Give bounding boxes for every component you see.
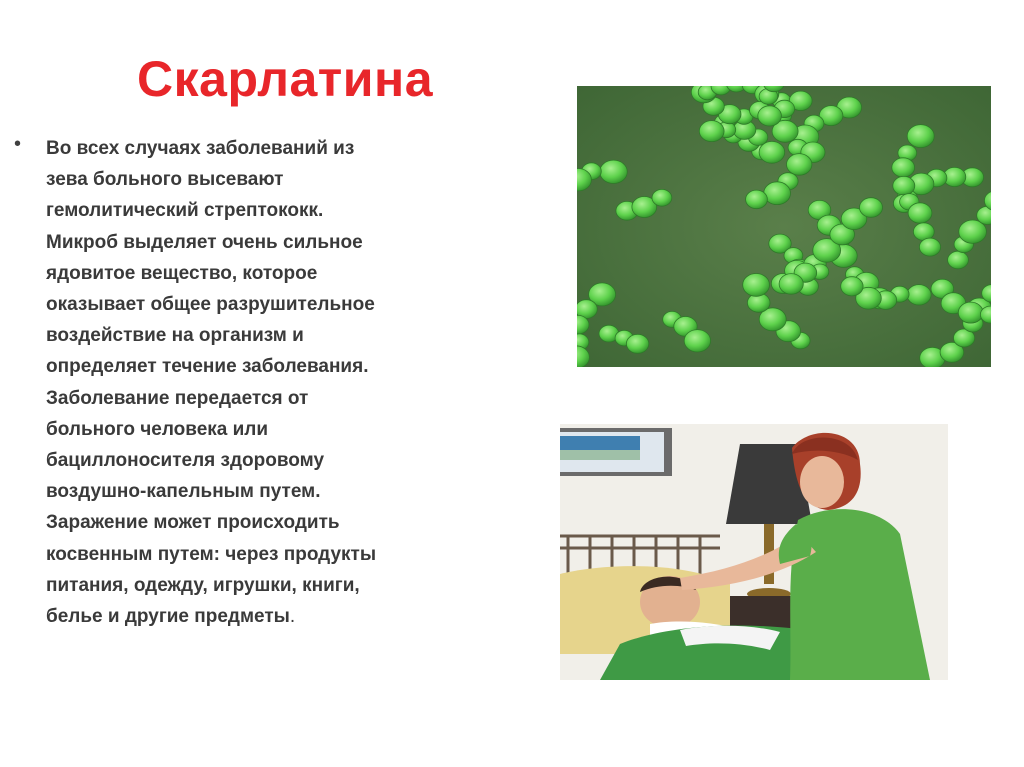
body-line: белье и другие предметы [46, 606, 290, 628]
body-line: ядовитое вещество, которое [46, 262, 318, 284]
bullet-marker: • [14, 133, 22, 155]
bacterium-cell [860, 198, 883, 218]
body-line: оказывает общее разрушительное [46, 294, 375, 316]
bacterium-cell [779, 274, 803, 295]
body-paragraph [46, 133, 466, 632]
bacterium-cell [907, 285, 931, 305]
bacterium-cell [958, 302, 983, 323]
bacterium-cell [892, 158, 915, 177]
body-line: воздействие на организм и [46, 325, 304, 347]
bacterium-cell [746, 190, 768, 209]
body-line: Заражение может происходить [46, 512, 340, 534]
bacterium-cell [684, 330, 710, 352]
bacterium-cell [893, 176, 915, 195]
body-line: больного человека или [46, 418, 269, 440]
body-line-last [46, 601, 466, 632]
body-line: гемолитический стрептококк. [46, 200, 324, 222]
body-line: определяет течение заболевания. [46, 356, 369, 378]
bacterium-cell [652, 189, 672, 206]
wall-picture [560, 428, 672, 476]
bacterium-cell [919, 238, 940, 256]
bacterium-cell [908, 203, 932, 223]
streptococcus-micrograph [577, 86, 991, 367]
body-line: косвенным путем: через продукты [46, 543, 377, 565]
bacterium-cell [758, 106, 782, 126]
bacterium-cell [626, 334, 648, 353]
bacterium-cell [907, 125, 934, 148]
nurse-patient-drawing [560, 424, 948, 680]
bacterium-cell [743, 274, 770, 297]
body-line: питания, одежду, игрушки, книги, [46, 574, 360, 596]
bacterium-cell [699, 121, 724, 142]
body-line: зева больного высевают [46, 169, 284, 191]
body-tail: . [289, 606, 296, 628]
body-line: воздушно-капельным путем. [46, 481, 321, 503]
body-line: Микроб выделяет очень сильное [46, 231, 363, 253]
body-line: Заболевание передается от [46, 387, 309, 409]
bacterium-cell [764, 182, 791, 205]
bacterium-cell [948, 251, 969, 269]
bacteria-illustration [577, 86, 991, 367]
bacterium-cell [841, 277, 863, 296]
body-line: Во всех случаях заболеваний из [46, 138, 355, 159]
nurse-patient-illustration [560, 424, 948, 680]
bacterium-cell [600, 160, 628, 183]
bacterium-cell [787, 154, 812, 176]
slide-title: Скарлатина [137, 51, 434, 107]
body-line: бациллоносителя здоровому [46, 450, 325, 472]
